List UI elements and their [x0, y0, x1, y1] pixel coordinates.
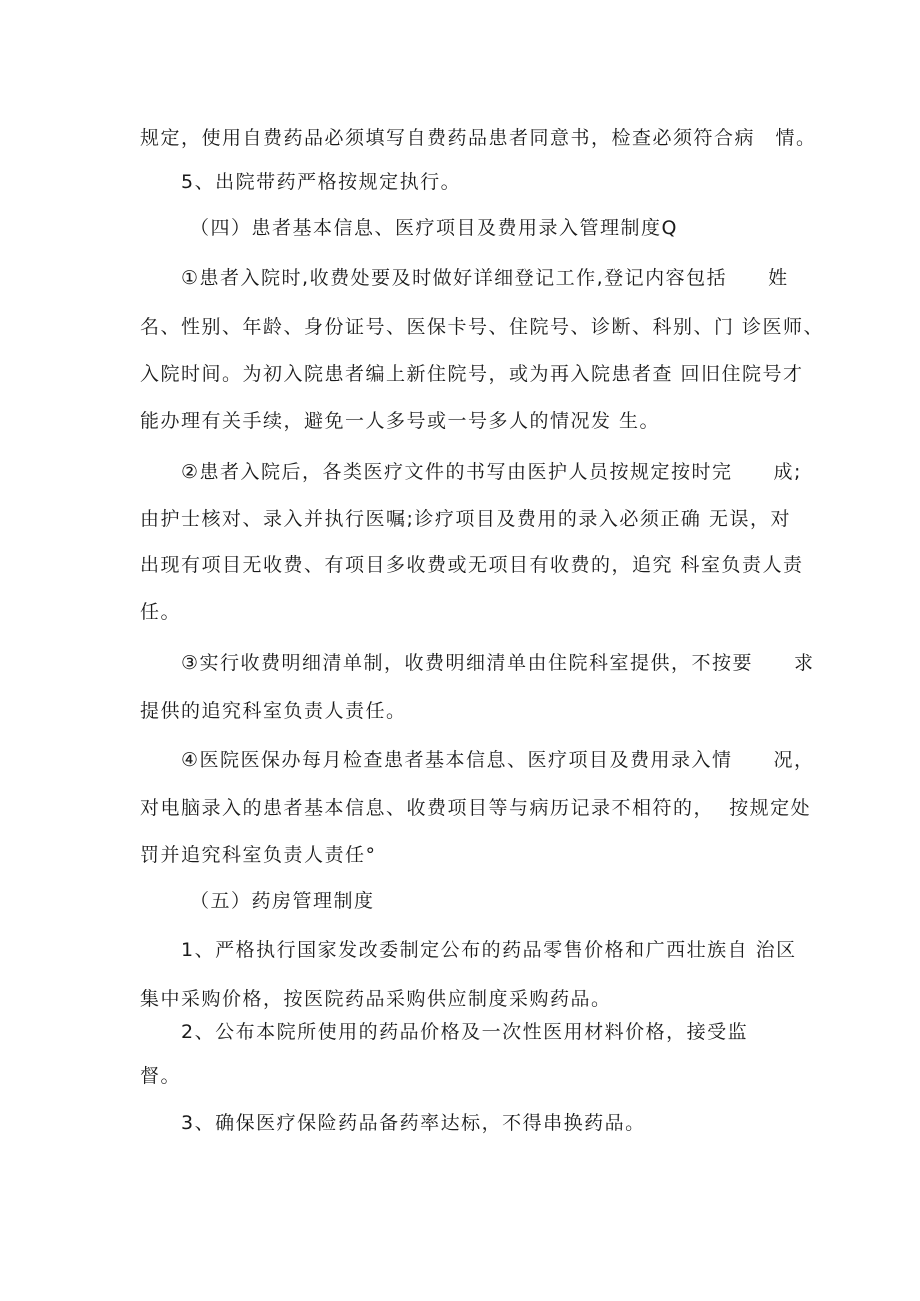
section-heading-5: （五）药房管理制度 [190, 890, 375, 912]
text-line-21: 督。 [140, 1065, 182, 1087]
text-line-16: 罚并追究科室负责人责任° [140, 844, 377, 866]
text-line-14: ④医院医保办每月检查患者基本信息、医疗项目及费用录入情 况， [181, 749, 815, 771]
text-line-20: 2、公布本院所使用的药品价格及一次性医用材料价格，接受监 [181, 1021, 749, 1043]
text-line-13: 提供的追究科室负责人责任。 [140, 700, 407, 722]
text-line-2: 5、出院带药严格按规定执行。 [181, 171, 462, 193]
text-line-4: ①患者入院时,收费处要及时做好详细登记工作,登记内容包括 姓 [181, 267, 789, 289]
text-line-9: 由护士核对、录入并执行医嘱;诊疗项目及费用的录入必须正确 无误，对 [140, 508, 791, 530]
text-line-22: 3、确保医疗保险药品备药率达标，不得串换药品。 [181, 1112, 646, 1134]
text-line-7: 能办理有关手续，避免一人多号或一号多人的情况发 生。 [140, 410, 661, 432]
text-line-8: ②患者入院后，各类医疗文件的书写由医护人员按规定按时完 成; [181, 461, 802, 483]
text-line-1: 规定，使用自费药品必须填写自费药品患者同意书，检查必须符合病 情。 [140, 127, 817, 149]
text-line-5: 名、性别、年龄、身份证号、医保卡号、住院号、诊断、科别、门 诊医师、 [140, 316, 825, 338]
text-line-10: 出现有项目无收费、有项目多收费或无项目有收费的，追究 科室负责人责 [140, 554, 804, 576]
text-line-19: 集中采购价格，按医院药品采购供应制度采购药品。 [140, 988, 612, 1010]
text-line-12: ③实行收费明细清单制，收费明细清单由住院科室提供，不按要 求 [181, 652, 815, 674]
text-line-11: 任。 [140, 601, 182, 623]
section-heading-4: （四）患者基本信息、医疗项目及费用录入管理制度Q [190, 217, 678, 239]
text-line-15: 对电脑录入的患者基本信息、收费项目等与病历记录不相符的， 按规定处 [140, 797, 812, 819]
text-line-18: 1、严格执行国家发改委制定公布的药品零售价格和广西壮族自 治区 [181, 939, 797, 961]
text-line-6: 入院时间。为初入院患者编上新住院号，或为再入院患者查 回旧住院号才 [140, 363, 804, 385]
